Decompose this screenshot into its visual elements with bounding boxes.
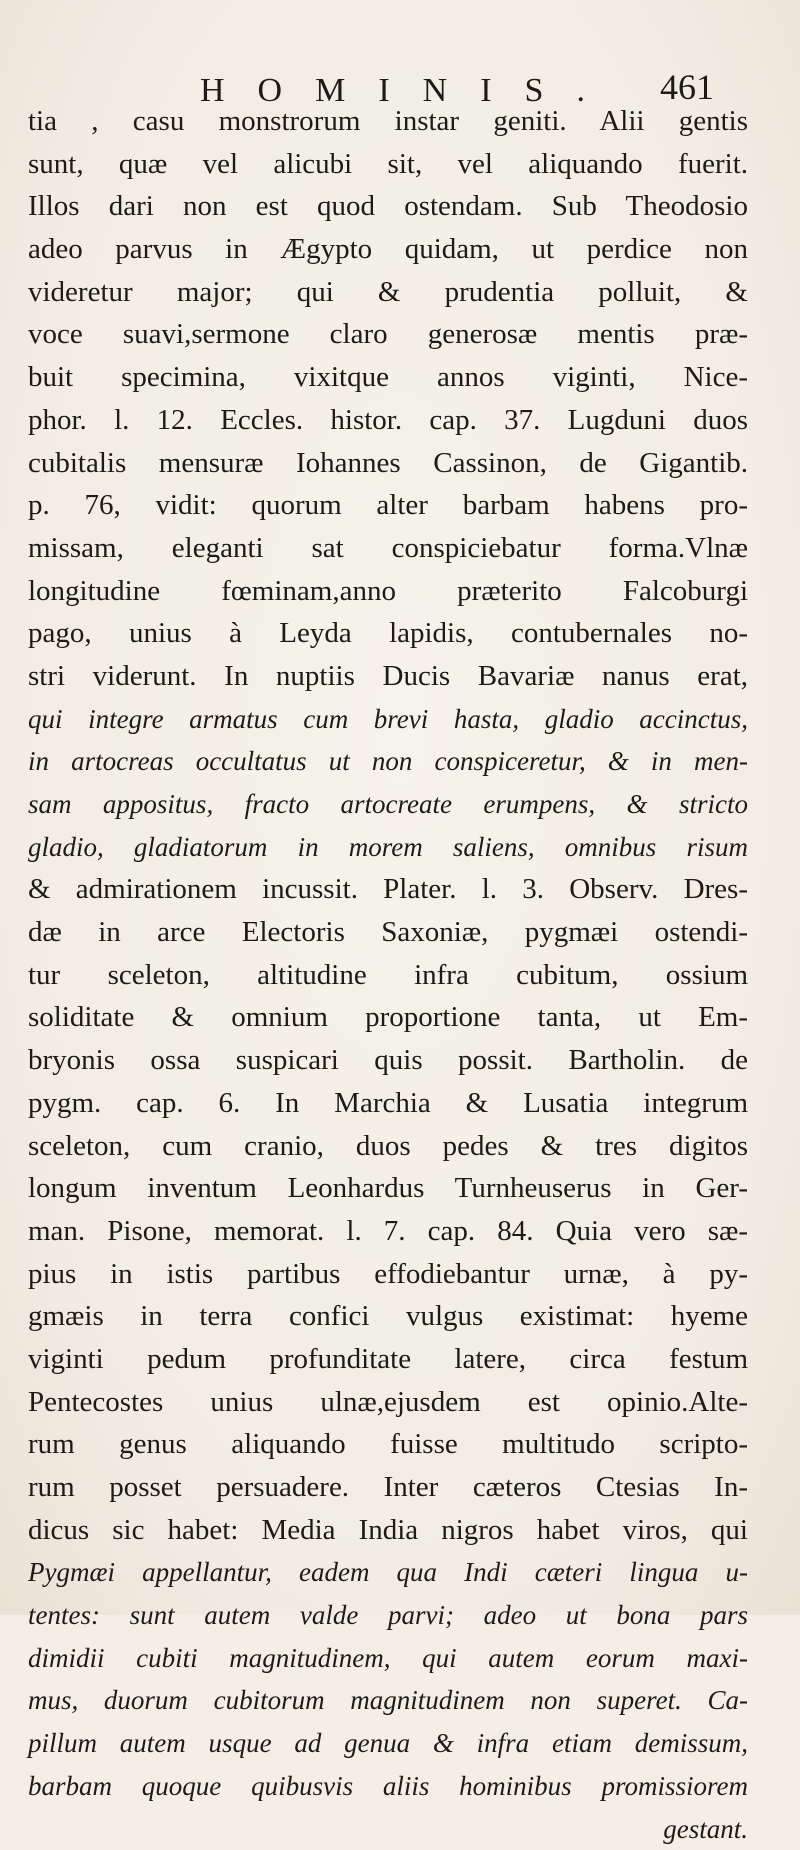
running-head: HOMINIS. [200,72,618,110]
text-line: sunt, quæ vel alicubi sit, vel aliquando fuerit. [28,143,748,186]
text-line: dæ in arce Electoris Saxoniæ, pygmæi ostendi- [28,911,748,954]
text-line: Illos dari non est quod ostendam. Sub Theodosio [28,185,748,228]
text-line: Pygmæi appellantur, eadem qua Indi cæteri lingua u- [28,1551,748,1594]
text-line: bryonis ossa suspicari quis possit. Bartholin. de [28,1039,748,1082]
text-line: p. 76, vidit: quorum alter barbam habens pro- [28,484,748,527]
text-line: pygm. cap. 6. In Marchia & Lusatia integrum [28,1082,748,1125]
text-line: viginti pedum profunditate latere, circa festum [28,1338,748,1381]
body-text [28,100,748,1850]
text-line: tentes: sunt autem valde parvi; adeo ut bona pars [28,1594,748,1637]
text-line: mus, duorum cubitorum magnitudinem non superet. Ca- [28,1679,748,1722]
text-line: barbam quoque quibusvis aliis hominibus promissiorem [28,1765,748,1808]
text-line: tia , casu monstrorum instar geniti. Alii gentis [28,100,748,143]
text-line: man. Pisone, memorat. l. 7. cap. 84. Quia vero sæ- [28,1210,748,1253]
text-line: pius in istis partibus effodiebantur urnæ, à py- [28,1253,748,1296]
text-line: dimidii cubiti magnitudinem, qui autem eorum maxi- [28,1637,748,1680]
text-line: phor. l. 12. Eccles. histor. cap. 37. Lugduni duos [28,399,748,442]
text-line: sceleton, cum cranio, duos pedes & tres digitos [28,1125,748,1168]
text-line: Pentecostes unius ulnæ,ejusdem est opinio.Alte- [28,1381,748,1424]
text-line: rum posset persuadere. Inter cæteros Ctesias In- [28,1466,748,1509]
text-line: tur sceleton, altitudine infra cubitum, ossium [28,954,748,997]
text-line: missam, eleganti sat conspiciebatur forma.Vlnæ [28,527,748,570]
text-line: & admirationem incussit. Plater. l. 3. Observ. Dres- [28,868,748,911]
text-line: in artocreas occultatus ut non conspiceretur, & in men- [28,740,748,783]
text-line: cubitalis mensuræ Iohannes Cassinon, de Gigantib. [28,442,748,485]
text-line: dicus sic habet: Media India nigros habet viros, qui [28,1509,748,1552]
text-line: videretur major; qui & prudentia polluit, & [28,271,748,314]
text-line: stri viderunt. In nuptiis Ducis Bavariæ nanus erat, [28,655,748,698]
text-line: pago, unius à Leyda lapidis, contubernales no- [28,612,748,655]
text-line: sam appositus, fracto artocreate erumpens, & stricto [28,783,748,826]
text-line: buit specimina, vixitque annos viginti, Nice- [28,356,748,399]
text-line: longitudine fœminam,anno præterito Falcoburgi [28,570,748,613]
text-line: gestant. [28,1808,748,1850]
text-line: soliditate & omnium proportione tanta, ut Em- [28,996,748,1039]
text-line: qui integre armatus cum brevi hasta, gladio accinctus, [28,698,748,741]
page-number: 461 [660,66,714,108]
text-line: longum inventum Leonhardus Turnheuserus in Ger- [28,1167,748,1210]
text-line: voce suavi,sermone claro generosæ mentis præ- [28,313,748,356]
text-line: pillum autem usque ad genua & infra etiam demissum, [28,1722,748,1765]
text-line: adeo parvus in Ægypto quidam, ut perdice non [28,228,748,271]
text-line: gladio, gladiatorum in morem saliens, omnibus risum [28,826,748,869]
text-line: gmæis in terra confici vulgus existimat: hyeme [28,1295,748,1338]
text-line: rum genus aliquando fuisse multitudo scripto- [28,1423,748,1466]
